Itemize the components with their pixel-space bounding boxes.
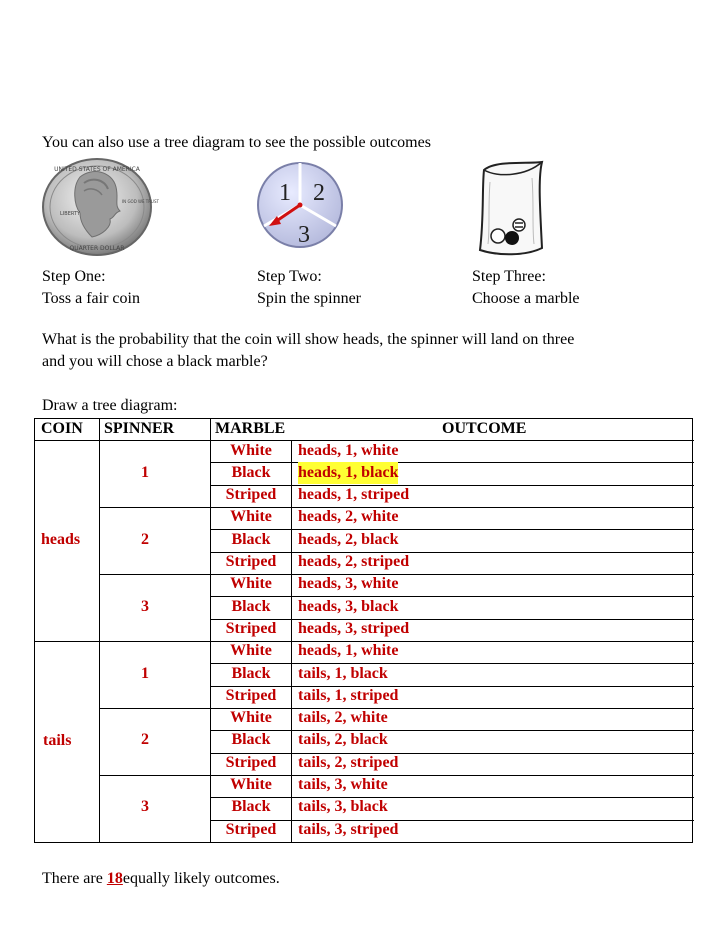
outcome-value: tails, 1, black <box>298 664 388 682</box>
marble-value: White <box>230 575 272 593</box>
marble-value: White <box>230 441 272 459</box>
marble-value: Striped <box>225 553 277 570</box>
marble-value: White <box>230 709 272 727</box>
step-two-desc: Spin the spinner <box>257 290 361 307</box>
outcome-value: tails, 1, striped <box>298 686 399 704</box>
outcome-value: tails, 2, black <box>298 731 388 749</box>
marble-value: White <box>230 776 272 793</box>
question-line-2: and you will chose a black marble? <box>42 353 268 370</box>
intro-text: You can also use a tree diagram to see the possible outcomes <box>42 134 431 151</box>
outcome-value: tails, 3, striped <box>298 820 399 838</box>
coin-bottom-text: QUARTER DOLLAR <box>69 245 125 252</box>
draw-label: Draw a tree diagram: <box>42 397 178 414</box>
conclusion-suffix: equally likely outcomes. <box>122 870 280 887</box>
coin-tails: tails <box>43 732 72 749</box>
marble-value: White <box>230 642 272 660</box>
marble-value: Black <box>231 664 271 682</box>
outcome-value: heads, 3, striped <box>298 619 410 637</box>
outcome-value: tails, 3, black <box>298 798 388 816</box>
outcome-value: tails, 2, white <box>298 709 388 727</box>
coin-motto-text: IN GOD WE TRUST <box>122 199 159 204</box>
question-line-1: What is the probability that the coin will show heads, the spinner will land on three <box>42 331 575 348</box>
tree-diagram-table <box>34 418 694 843</box>
white-marble-icon <box>491 229 505 243</box>
header-spinner: SPINNER <box>104 420 175 437</box>
header-outcome: OUTCOME <box>442 420 527 437</box>
outcome-value: heads, 2, white <box>298 508 399 526</box>
marble-bag-image <box>472 158 552 258</box>
marble-value: Striped <box>225 686 277 704</box>
marble-value: White <box>230 508 272 526</box>
spinner-value: 3 <box>141 597 149 615</box>
coin-heads: heads <box>41 531 81 548</box>
step-two-title: Step Two: <box>257 268 322 285</box>
step-three-desc: Choose a marble <box>472 290 580 307</box>
striped-marble-icon <box>513 219 525 231</box>
quarter-coin-image <box>40 157 160 257</box>
spinner-value: 1 <box>141 664 149 682</box>
conclusion-prefix: There are <box>42 870 107 887</box>
marble-value: Black <box>231 463 271 481</box>
marble-value: Striped <box>225 486 277 504</box>
marble-value: Striped <box>225 619 277 637</box>
spinner-label-2: 2 <box>313 180 325 206</box>
spinner-value: 2 <box>141 731 149 749</box>
marble-value: Striped <box>225 820 277 838</box>
header-marble: MARBLE <box>215 420 286 437</box>
marble-value: Striped <box>225 753 277 771</box>
spinner-value: 3 <box>141 798 149 816</box>
header-coin: COIN <box>41 420 83 437</box>
coin-top-text: UNITED STATES OF AMERICA <box>54 166 140 173</box>
outcome-value: heads, 2, striped <box>298 553 410 570</box>
spinner-value: 2 <box>141 530 149 548</box>
step-three-title: Step Three: <box>472 268 546 285</box>
outcome-value: tails, 3, white <box>298 776 388 793</box>
spinner-value: 1 <box>141 463 149 481</box>
spinner-label-1: 1 <box>279 180 291 206</box>
black-marble-icon <box>505 231 519 245</box>
marble-value: Black <box>231 798 271 816</box>
outcome-value: heads, 1, white <box>298 642 399 660</box>
spinner-label-3: 3 <box>298 222 310 248</box>
coin-liberty-text: LIBERTY <box>60 211 81 217</box>
outcome-count: 18 <box>106 870 123 887</box>
outcome-value: heads, 3, black <box>298 597 399 615</box>
outcome-value: heads, 1, white <box>298 441 399 459</box>
outcome-value: heads, 1, striped <box>298 486 410 504</box>
marble-value: Black <box>231 597 271 615</box>
marble-value: Black <box>231 731 271 749</box>
outcome-value: heads, 2, black <box>298 530 399 548</box>
step-one-title: Step One: <box>42 268 106 285</box>
outcome-value: tails, 2, striped <box>298 753 399 771</box>
outcome-value: heads, 3, white <box>298 575 399 593</box>
outcome-value-highlighted: heads, 1, black <box>298 462 398 484</box>
spinner-image <box>255 160 345 250</box>
marble-value: Black <box>231 530 271 548</box>
step-one-desc: Toss a fair coin <box>42 290 140 307</box>
conclusion <box>42 870 280 888</box>
